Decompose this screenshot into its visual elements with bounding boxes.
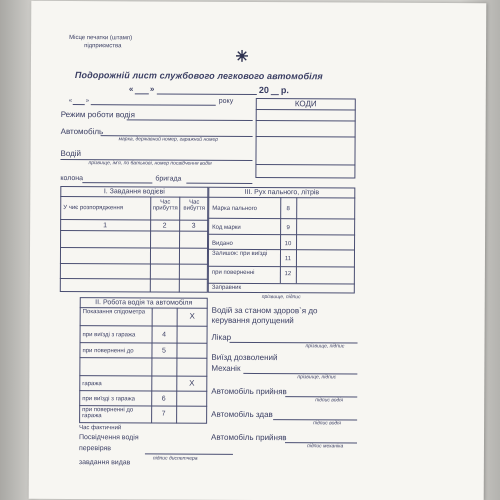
exit-allowed-label: Виїзд дозволений [211, 352, 278, 363]
check-label: перевіряв [78, 445, 112, 453]
fuel-row-1-label: Код марки [212, 224, 241, 231]
work-table-title: II. Робота водія та автомобіля [95, 299, 193, 307]
task-num-3: 3 [191, 222, 196, 230]
day-open-quote: « [68, 98, 73, 105]
date-year-suffix: р. [280, 85, 289, 96]
work-row-6-num: 7 [161, 410, 166, 418]
work-row-1-label: при виїзді з гаража [82, 332, 136, 339]
task-table-title: I. Завдання водієві [103, 188, 165, 196]
date-close-quote: » [149, 84, 155, 94]
brigade-label: бригада [155, 175, 182, 183]
car-accepted-label: Автомобіль прийняв [211, 386, 287, 397]
fuel-row-2-num: 10 [284, 241, 292, 248]
trident-emblem-icon [236, 49, 248, 61]
work-row-4-label: гаража [82, 381, 102, 388]
mechanic-hint: прізвище, підпис [297, 374, 337, 381]
driver-hint: прізвище, ім'я, по батькові, номер посвідчення водія [88, 160, 212, 167]
work-row-2-num: 5 [162, 347, 166, 355]
fuel-row-2-label: Видано [212, 240, 233, 247]
doctor-hint: прізвище, підпис [305, 343, 345, 350]
license-label: Посвідчення водія [79, 434, 139, 442]
brigade-field[interactable] [186, 183, 252, 184]
date-year: 20 [258, 85, 269, 96]
fuel-row-3-num: 11 [284, 256, 292, 263]
health-approval-text: Водій за станом здоров`я до керування допущений [211, 305, 318, 325]
fuel-row-5-label: Заправник [211, 284, 242, 291]
car-accepted-hint: підпис водія [315, 397, 344, 404]
task-col-departure: Час вибуття [183, 199, 206, 213]
form-title: Подорожній лист службового легкового автомобіля [74, 70, 323, 82]
task-col-person: У чиє розпорядження [63, 204, 124, 212]
car-accepted2-label: Автомобіль прийняв [211, 432, 287, 443]
actual-time-label: Час фактичний [79, 425, 122, 432]
work-row-1-num: 4 [162, 331, 167, 339]
fuel-table-title: III. Рух пального, літрів [244, 188, 320, 197]
fuel-row-3-label: Залишок: при виїзді [211, 250, 268, 258]
fuel-sign-hint: прізвище, підпис [261, 294, 301, 301]
work-row-6-label: при поверненні до гаража [82, 407, 134, 420]
task-num-2: 2 [162, 222, 167, 230]
car-label: Автомобіль [60, 126, 104, 137]
stamp-label-line1: Місце печатки (штамп) [69, 35, 133, 42]
day-close-quote: » [85, 98, 90, 105]
fuel-row-1-num: 9 [286, 225, 290, 232]
work-row-0-mark: X [189, 311, 195, 321]
driver-label: Водій [60, 148, 82, 159]
stamp-label-line2: підприємства [84, 43, 122, 50]
task-num-1: 1 [103, 222, 108, 230]
car-returned-hint: підпис водія [313, 420, 341, 427]
mechanic-label: Механік [211, 363, 241, 373]
fuel-row-4-num: 12 [284, 271, 292, 278]
waybill-form-sheet [29, 1, 487, 500]
doctor-label: Лікар [211, 332, 232, 342]
car-returned-label: Автомобіль здав [211, 409, 273, 420]
fuel-row-0-num: 8 [286, 206, 290, 213]
dispatcher-hint: підпис диспетчера [152, 455, 198, 462]
work-row-2-label: при поверненні до [82, 348, 134, 355]
column-label: колона [60, 174, 84, 183]
work-row-5-num: 6 [161, 395, 166, 403]
issue-label: завдання видав [78, 459, 131, 467]
car-accepted2-hint: підпис механіка [306, 443, 344, 450]
work-mode-field[interactable] [127, 119, 253, 121]
work-mode-label: Режим роботи водія [60, 109, 135, 120]
fuel-row-4-label: при поверненні [211, 269, 255, 276]
work-row-0-label: Показання спідометра [82, 309, 146, 316]
car-hint: марка, державний номер, гаражний номер [118, 136, 219, 143]
date-open-quote: « [128, 84, 134, 94]
work-row-5-label: при виїзді з гаража [82, 396, 136, 403]
task-col-arrival: Час прибуття [152, 199, 178, 212]
year-word: року [218, 97, 234, 105]
fuel-row-0-label: Марка пального [212, 205, 258, 212]
codes-label: КОДИ [294, 99, 317, 109]
column-field[interactable] [82, 182, 152, 183]
work-row-4-mark: X [189, 378, 195, 388]
